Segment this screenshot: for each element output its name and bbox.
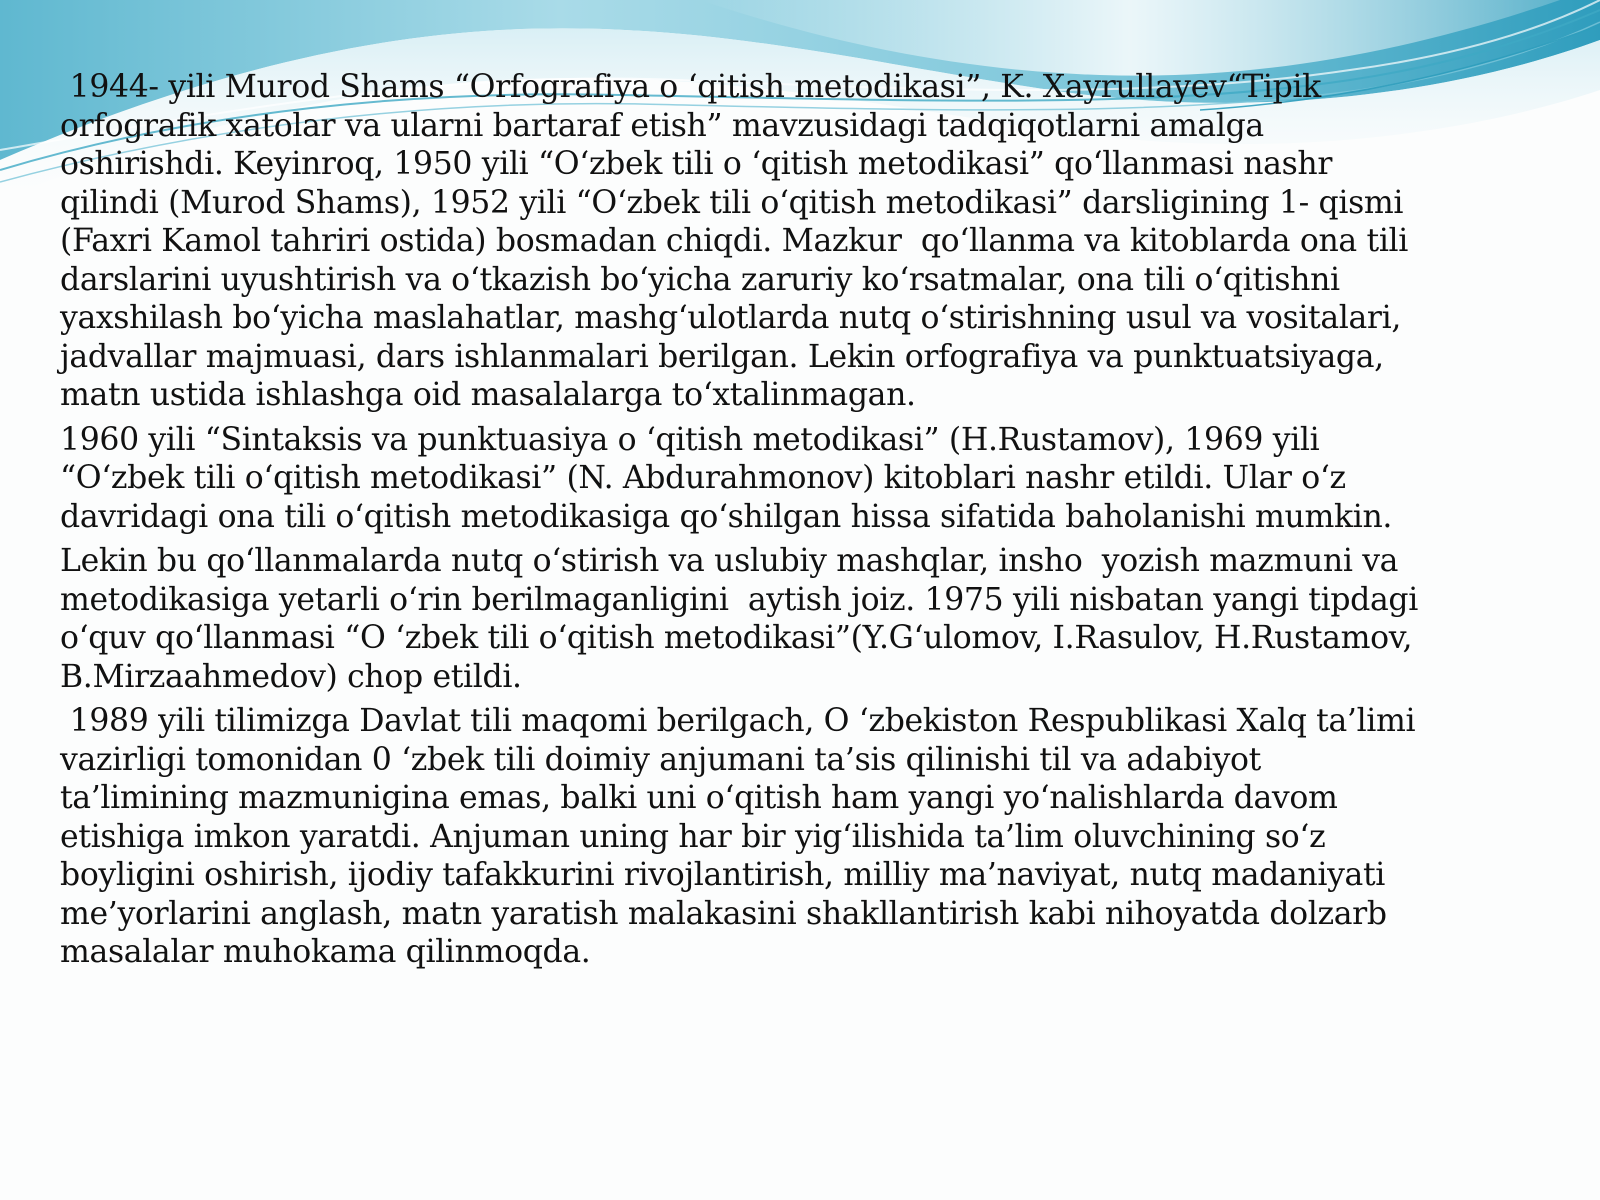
text-line: 1944- yili Murod Shams “Orfografiya o ‘qitish metodikasi”, K. Xayrullayev“Tipik (60, 69, 1321, 105)
paragraph (60, 702, 1550, 972)
text-line: Lekin bu qo‘llanmalarda nutq o‘stirish va uslubiy mashqlar, insho yozish mazmuni va (60, 543, 1399, 579)
text-line: (Faxri Kamol tahriri ostida) bosmadan chiqdi. Mazkur qo‘llanma va kitoblarda ona tili (60, 223, 1409, 259)
text-line: vazirligi tomonidan 0 ‘zbek tili doimiy anjumani ta’sis qilinishi til va adabiyot (60, 741, 1261, 778)
text-line: boyligini oshirish, ijodiy tafakkurini rivojlantirish, milliy ma’naviyat, nutq madaniyati (60, 857, 1385, 893)
text-line: etishiga imkon yaratdi. Anjuman uning har bir yig‘ilishida ta’lim oluvchining so‘z (60, 818, 1326, 855)
text-line: yaxshilash bo‘yicha maslahatlar, mashg‘ulotlarda nutq o‘stirishning usul va vositalari, (60, 300, 1402, 336)
text-line: qilindi (Murod Shams), 1952 yili “O‘zbek tili o‘qitish metodikasi” darsligining 1- qismi (60, 184, 1404, 221)
text-line: 1960 yili “Sintaksis va punktuasiya o ‘qitish metodikasi” (H.Rustamov), 1969 yili (60, 421, 1320, 458)
text-line: metodikasiga yetarli o‘rin berilmaganligini aytish joiz. 1975 yili nisbatan yangi tipdagi (60, 581, 1418, 618)
text-line: “O‘zbek tili o‘qitish metodikasi” (N. Abdurahmonov) kitoblari nashr etildi. Ular o‘z (60, 460, 1346, 496)
paragraph (60, 421, 1550, 537)
text-line: davridagi ona tili o‘qitish metodikasiga qo‘shilgan hissa sifatida baholanishi mumkin. (60, 498, 1393, 535)
text-line: jadvallar majmuasi, dars ishlanmalari berilgan. Lekin orfografiya va punktuatsiyaga, (60, 338, 1384, 375)
text-line: o‘quv qo‘llanmasi “O ‘zbek tili o‘qitish metodikasi”(Y.G‘ulomov, I.Rasulov, H.Rustamov, (60, 620, 1413, 656)
text-line: ta’limining mazmunigina emas, balki uni o‘qitish ham yangi yo‘nalishlarda davom (60, 780, 1338, 816)
text-line: B.Mirzaahmedov) chop etildi. (60, 658, 522, 695)
text-line: me’yorlarini anglash, matn yaratish malakasini shakllantirish kabi nihoyatda dolzarb (60, 895, 1387, 932)
text-line: orfografik xatolar va ularni bartaraf etish” mavzusidagi tadqiqotlarni amalga (60, 107, 1264, 144)
slide-body-text (60, 68, 1550, 978)
text-line: oshirishdi. Keyinroq, 1950 yili “O‘zbek tili o ‘qitish metodikasi” qo‘llanmasi nashr (60, 146, 1333, 182)
text-line: masalalar muhokama qilinmoqda. (60, 934, 591, 970)
text-line: 1989 yili tilimizga Davlat tili maqomi berilgach, O ‘zbekiston Respublikasi Xalq ta’limi (60, 703, 1416, 739)
text-line: matn ustida ishlashga oid masalalarga to‘xtalinmagan. (60, 377, 916, 413)
paragraph (60, 68, 1550, 415)
paragraph (60, 542, 1550, 696)
text-line: darslarini uyushtirish va o‘tkazish bo‘yicha zaruriy ko‘rsatmalar, ona tili o‘qitishni (60, 261, 1340, 298)
